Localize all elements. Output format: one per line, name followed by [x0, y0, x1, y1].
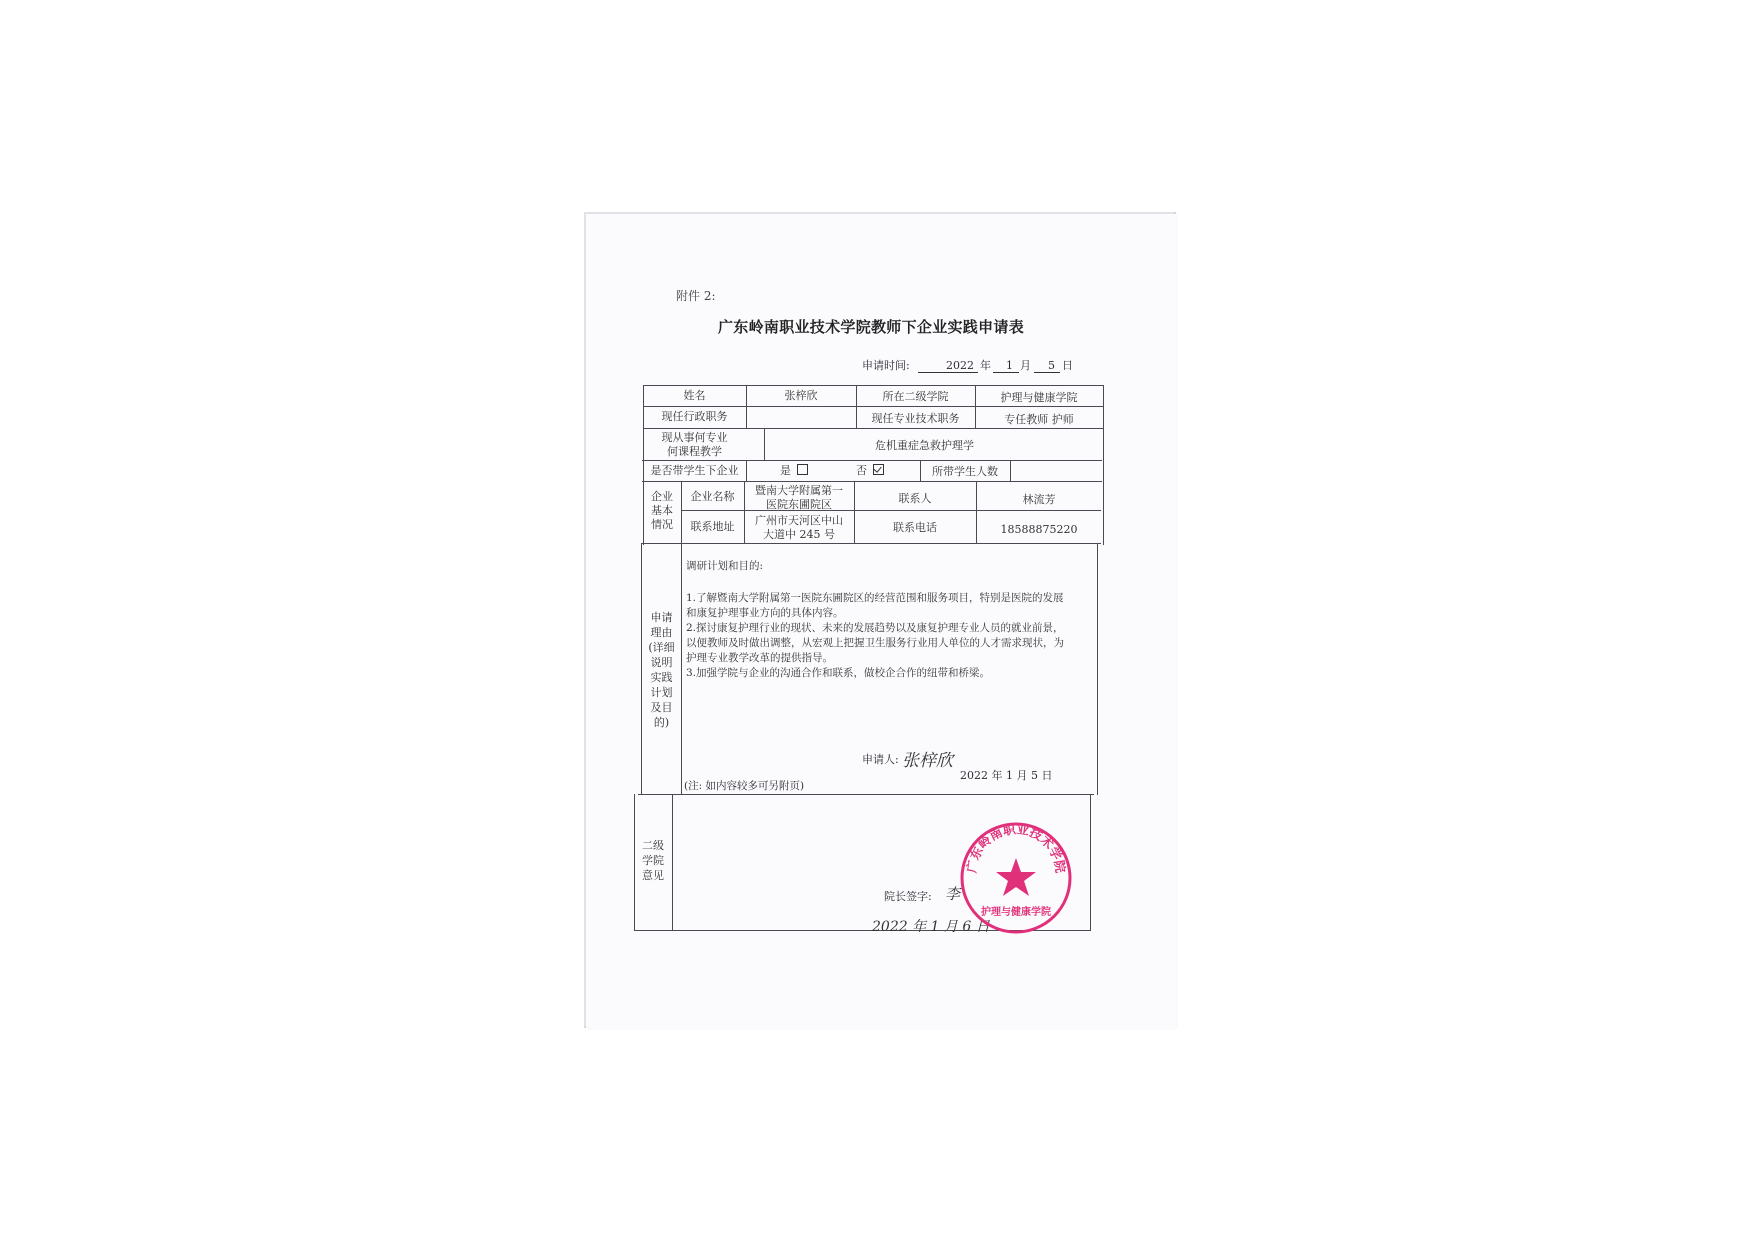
table-line [643, 428, 1103, 429]
company-name-label: 企业名称 [690, 490, 735, 503]
no-label: 否 [856, 464, 867, 477]
date-underline-day [1034, 372, 1060, 373]
enterprise-label-2: 基本 [651, 504, 673, 517]
opinion-label-1: 二级 [642, 839, 664, 852]
official-seal [958, 820, 1074, 936]
table-line [1090, 794, 1091, 931]
tech-position-label: 现任专业技术职务 [871, 412, 960, 425]
reason-label-6: 计划 [650, 686, 673, 699]
apply-month: 1 [1006, 359, 1013, 372]
name-value: 张梓欣 [784, 389, 818, 402]
reason-label-7: 及目 [650, 701, 673, 714]
dean-label: 院长签字: [884, 890, 932, 903]
table-line [638, 794, 1094, 795]
college-opinion-side-label [634, 838, 672, 883]
reason-heading: 调研计划和目的: [686, 560, 764, 572]
reason-label-2: 理由 [650, 626, 673, 639]
company-name-value-line2: 医院东圃院区 [766, 498, 832, 511]
yes-option [780, 464, 808, 478]
admin-position-label: 现任行政职务 [661, 410, 728, 423]
reason-line-2: 和康复护理事业方向的具体内容。 [686, 607, 844, 619]
teaching-label-line1: 现从事何专业 [661, 431, 728, 444]
reason-label-4: 说明 [650, 656, 673, 669]
table-line [641, 543, 1101, 544]
enterprise-section-label [643, 490, 681, 532]
table-line [1010, 460, 1011, 481]
no-checkbox-checked [873, 464, 884, 475]
bring-students-label: 是否带学生下企业 [650, 464, 739, 477]
reason-label-5: 实践 [650, 671, 673, 684]
table-line [1097, 543, 1098, 795]
table-line [642, 460, 1102, 461]
address-label: 联系地址 [690, 520, 735, 533]
reason-line-6: 3.加强学院与企业的沟通合作和联系，做校企合作的纽带和桥梁。 [686, 667, 991, 679]
college-value: 护理与健康学院 [1000, 391, 1078, 404]
date-underline-year [918, 372, 978, 373]
teaching-value: 危机重症急救护理学 [875, 439, 974, 452]
contact-person-value: 林流芳 [1022, 493, 1056, 506]
tech-position-value: 专任教师 护师 [1004, 413, 1074, 426]
opinion-label-3: 意见 [642, 869, 664, 882]
date-underline-month [993, 372, 1019, 373]
attachment-label: 附件 2: [676, 289, 716, 303]
college-label: 所在二级学院 [882, 390, 949, 403]
dean-signature: 李 [945, 885, 961, 903]
address-value-line1: 广州市天河区中山 [755, 514, 843, 527]
apply-day: 5 [1048, 359, 1055, 372]
phone-value: 18588875220 [1000, 523, 1078, 536]
apply-year-unit: 年 [980, 359, 991, 372]
reason-side-label [641, 610, 682, 730]
table-line [746, 460, 747, 481]
address-value-line2: 大道中 245 号 [763, 528, 835, 541]
enterprise-label-1: 企业 [651, 490, 673, 503]
yes-checkbox [797, 464, 808, 475]
apply-date-label: 申请时间: [862, 359, 910, 372]
name-label: 姓名 [683, 389, 706, 402]
apply-year: 2022 [946, 359, 974, 372]
table-line [681, 543, 682, 795]
seal-star-icon [996, 858, 1036, 896]
table-line [643, 406, 1103, 407]
reason-label-1: 申请 [650, 611, 673, 624]
seal-arc-textpath: 广东岭南职业技术学院 [963, 821, 1069, 874]
applicant-sign-date: 2022 年 1 月 5 日 [960, 769, 1053, 782]
opinion-label-2: 学院 [642, 854, 664, 867]
reason-note: (注: 如内容较多可另附页) [684, 780, 805, 792]
table-line [643, 385, 1103, 386]
table-line [1103, 385, 1104, 545]
dean-date-handwritten: 2022 年 1 月 6 日 [872, 919, 990, 935]
form-title: 广东岭南职业技术学院教师下企业实践申请表 [718, 318, 1025, 336]
reason-label-8: 的) [653, 716, 670, 729]
contact-person-label: 联系人 [898, 492, 932, 505]
apply-day-unit: 日 [1062, 359, 1073, 372]
reason-line-5: 护理专业教学改革的提供指导。 [686, 652, 833, 664]
no-option [856, 464, 884, 478]
applicant-label: 申请人: [862, 753, 899, 766]
reason-line-1: 1.了解暨南大学附属第一医院东圃院区的经营范围和服务项目，特别是医院的发展 [686, 592, 1064, 604]
reason-line-4: 以便教师及时做出调整，从宏观上把握卫生服务行业用人单位的人才需求现状，为 [686, 637, 1064, 649]
reason-label-3: (详细 [648, 641, 675, 654]
apply-month-unit: 月 [1020, 359, 1031, 372]
student-count-label: 所带学生人数 [932, 465, 998, 478]
seal-bottom-text: 护理与健康学院 [981, 907, 1051, 918]
applicant-signature: 张梓欣 [902, 751, 953, 771]
enterprise-label-3: 情况 [651, 518, 673, 531]
phone-label: 联系电话 [893, 521, 937, 534]
table-line [672, 794, 673, 931]
table-line [642, 481, 1102, 482]
teaching-label-line2: 何课程教学 [667, 445, 722, 458]
reason-line-3: 2.探讨康复护理行业的现状、未来的发展趋势以及康复护理专业人员的就业前景， [686, 622, 1064, 634]
yes-label: 是 [780, 464, 791, 477]
company-name-value-line1: 暨南大学附属第一 [755, 484, 843, 497]
